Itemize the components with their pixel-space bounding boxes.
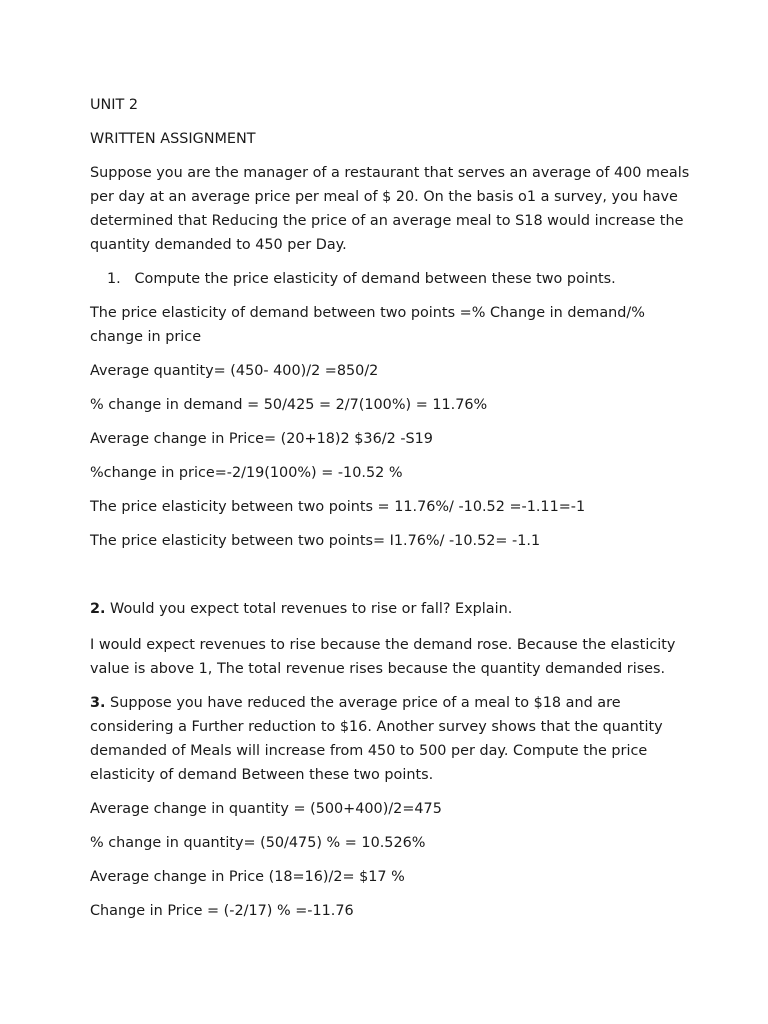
change-in-price-3: Change in Price = (-2/17) % =-11.76 <box>90 903 354 919</box>
elasticity-result-2-prefix: The price elasticity between two points= I1.76%/ -10.52= <box>90 533 513 549</box>
question-2-number: 2. <box>90 601 106 617</box>
elasticity-result-2 <box>90 532 540 550</box>
question-1-text: Compute the price elasticity of demand between these two points. <box>134 271 616 287</box>
answer-2-line-2: value is above 1, The total revenue rises because the quantity demanded rises. <box>90 661 666 677</box>
percent-change-demand <box>90 396 487 414</box>
elasticity-result-2-value: -1.1 <box>512 533 541 549</box>
percent-change-price: %change in price=-2/19(100%) = -10.52 % <box>90 465 403 481</box>
average-change-quantity: Average change in quantity = (500+400)/2=475 <box>90 801 442 817</box>
average-change-price-3: Average change in Price (18=16)/2= $17 % <box>90 869 405 885</box>
question-3-line-2: considering a Further reduction to $16. Another survey shows that the quantity <box>90 719 663 735</box>
intro-line-4: quantity demanded to 450 per Day. <box>90 237 347 253</box>
assignment-heading: WRITTEN ASSIGNMENT <box>90 131 256 147</box>
intro-line-1: Suppose you are the manager of a restaurant that serves an average of 400 meals <box>90 165 690 181</box>
elasticity-result-1-prefix: The price elasticity between two points = <box>90 499 395 515</box>
question-3-number: 3. <box>90 695 106 711</box>
intro-line-3: determined that Reducing the price of an average meal to S18 would increase the <box>90 213 684 229</box>
elasticity-result-1-value: 11.76%/ -10.52 =-1.11=-1 <box>394 499 586 515</box>
question-3-line-3: demanded of Meals will increase from 450 to 500 per day. Compute the price <box>90 743 648 759</box>
answer-1-formula-line-1: The price elasticity of demand between two points =% Change in demand/% <box>90 305 645 321</box>
answer-2-line-1: I would expect revenues to rise because the demand rose. Because the elasticity <box>90 637 676 653</box>
average-price: Average change in Price= (20+18)2 $36/2 -S19 <box>90 431 433 447</box>
percent-change-quantity: % change in quantity= (50/475) % = 10.526% <box>90 835 426 851</box>
question-1 <box>107 270 616 288</box>
average-quantity: Average quantity= (450- 400)/2 =850/2 <box>90 363 379 379</box>
percent-change-demand-prefix: % change in demand = 50/425 = 2/7(100%) = <box>90 397 433 413</box>
question-3-line-1 <box>90 694 621 712</box>
answer-1-formula-line-2: change in price <box>90 329 202 345</box>
question-2-text: Would you expect total revenues to rise or fall? Explain. <box>105 601 513 617</box>
unit-heading: UNIT 2 <box>90 97 139 113</box>
question-2 <box>90 600 512 618</box>
question-3-line-4: elasticity of demand Between these two points. <box>90 767 434 783</box>
question-3-line-1-text: Suppose you have reduced the average price of a meal to $18 and are <box>105 695 621 711</box>
question-1-number: 1. <box>107 271 121 287</box>
elasticity-result-1 <box>90 498 585 516</box>
intro-line-2: per day at an average price per meal of $ 20. On the basis o1 a survey, you have <box>90 189 678 205</box>
percent-change-demand-value: 11.76% <box>432 397 488 413</box>
document-page <box>90 0 690 1024</box>
